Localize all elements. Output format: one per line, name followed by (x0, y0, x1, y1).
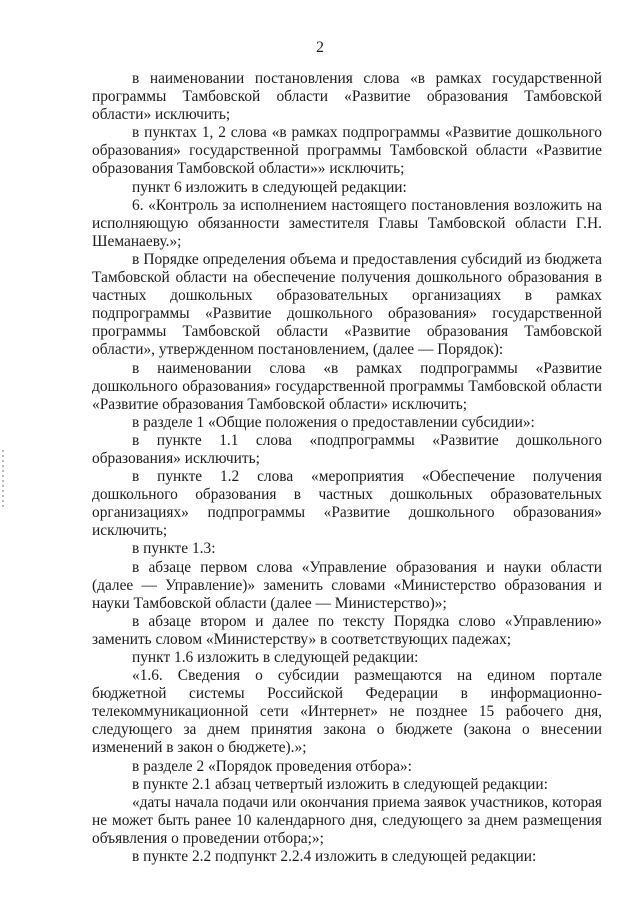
paragraph-6: в наименовании слова «в рамках подпрограммы «Развитие дошкольного образования» государственной программы Тамбовской области «Развитие образования Тамбовской области» исключить; (92, 359, 602, 413)
paragraph-12: в абзаце втором и далее по тексту Порядка слово «Управлению» заменить словом «Министерству» в соответствующих падежах; (92, 612, 602, 648)
page-number: 2 (316, 39, 324, 56)
paragraph-3: пункт 6 изложить в следующей редакции: (132, 178, 407, 196)
paragraph-11: в абзаце первом слова «Управление образования и науки области (далее — Управление)» заменить словами «Министерство образования и науки Тамбовской области (далее — Министерство)»; (92, 558, 602, 612)
paragraph-4: 6. «Контроль за исполнением настоящего постановления возложить на исполняющую обязанности заместителя Главы Тамбовской области Г.Н. Шеманаеву.»; (92, 196, 602, 250)
paragraph-8: в пункте 1.1 слова «подпрограммы «Развитие дошкольного образования» исключить; (92, 431, 602, 467)
scan-edge-mark (2, 450, 4, 510)
paragraph-7: в разделе 1 «Общие положения о предоставлении субсидии»: (132, 413, 535, 431)
paragraph-15: в разделе 2 «Порядок проведения отбора»: (132, 757, 412, 775)
paragraph-18: в пункте 2.2 подпункт 2.2.4 изложить в следующей редакции: (132, 848, 537, 866)
paragraph-10: в пункте 1.3: (132, 540, 216, 558)
paragraph-5: в Порядке определения объема и предоставления субсидий из бюджета Тамбовской области на обеспечение получения дошкольного образования в частных дошкольных образовательных организациях в рамках подпрограммы «Развитие дошкольного образования» государственной программы Тамбовской области «Развитие образования Тамбовской области», утвержденном постановлением, (далее — Порядок): (92, 250, 602, 359)
paragraph-16: в пункте 2.1 абзац четвертый изложить в следующей редакции: (132, 775, 548, 793)
paragraph-1: в наименовании постановления слова «в рамках государственной программы Тамбовской области «Развитие образования Тамбовской области» исключить; (92, 70, 602, 124)
paragraph-13: пункт 1.6 изложить в следующей редакции: (132, 649, 419, 666)
paragraph-9: в пункте 1.2 слова «мероприятия «Обеспечение получения дошкольного образования в частных дошкольных образовательных организациях» подпрограммы «Развитие дошкольного образования» исключить; (92, 468, 602, 540)
document-body (92, 70, 602, 866)
paragraph-17: «даты начала подачи или окончания приема заявок участников, которая не может быть ранее 10 календарного дня, следующего за днем размещения объявления о проведении отбора;»; (92, 793, 602, 847)
paragraph-2: в пунктах 1, 2 слова «в рамках подпрограммы «Развитие дошкольного образования» государственной программы Тамбовской области «Развитие образования Тамбовской области»» исключить; (92, 124, 602, 178)
paragraph-14: «1.6. Сведения о субсидии размещаются на едином портале бюджетной системы Российской Федерации в информационно-телекоммуникационной сети «Интернет» не позднее 15 рабочего дня, следующего за днем принятия закона о бюджете (закона о внесении изменений в закон о бюджете).»; (92, 667, 602, 757)
